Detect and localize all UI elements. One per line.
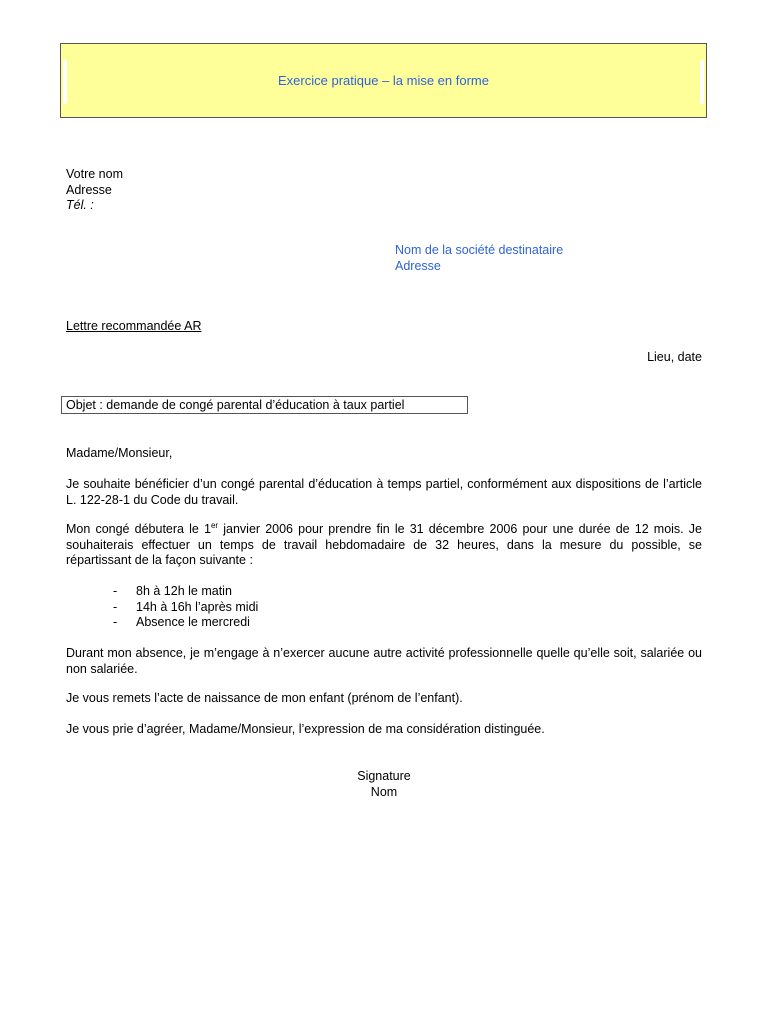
place-date: Lieu, date bbox=[647, 350, 702, 364]
list-item-text: 14h à 16h l’après midi bbox=[136, 599, 259, 614]
paragraph-2-text bbox=[66, 522, 702, 569]
page-title: Exercice pratique – la mise en forme bbox=[278, 73, 489, 88]
recipient-company: Nom de la société destinataire bbox=[395, 243, 564, 257]
paragraph-4: Je vous remets l’acte de naissance de mon enfant (prénom de l’enfant). bbox=[66, 691, 463, 705]
list-item bbox=[113, 600, 258, 616]
dash-bullet: - bbox=[113, 599, 118, 614]
dash-bullet: - bbox=[113, 615, 118, 629]
title-banner bbox=[60, 43, 707, 118]
salutation: Madame/Monsieur, bbox=[66, 446, 173, 460]
sender-address: Adresse bbox=[66, 182, 112, 197]
list-item-text: Absence le mercredi bbox=[136, 615, 250, 629]
paragraph-1 bbox=[66, 477, 702, 508]
recipient-block bbox=[395, 243, 563, 274]
paragraph-1-text: Je souhaite bénéficier d’un congé parental d’éducation à temps partiel, conformément aux dispositions de l’article L. 122-28-1 du Code du travail. bbox=[66, 477, 702, 507]
signature-label: Signature bbox=[357, 769, 411, 783]
signer-name: Nom bbox=[370, 784, 398, 799]
subject-box bbox=[61, 396, 468, 414]
ordinal-suffix: er bbox=[210, 521, 219, 530]
paragraph-2-start: Mon congé débutera le 1 bbox=[66, 522, 211, 536]
paragraph-3-text: Durant mon absence, je m’engage à n’exercer aucune autre activité professionnelle quelle qu’elle soit, salariée ou non salariée. bbox=[66, 646, 702, 676]
schedule-list bbox=[113, 584, 258, 631]
dash-bullet: - bbox=[113, 584, 118, 598]
sender-block bbox=[66, 167, 123, 214]
paragraph-2-rest: janvier 2006 pour prendre fin le 31 décembre 2006 pour une durée de 12 mois. Je souhaiterais effectuer un temps de travail hebdomadaire de 32 heures, dans la mesure du possible, se répartissant de la façon suivante : bbox=[66, 522, 703, 567]
list-item bbox=[113, 615, 258, 631]
recipient-address: Adresse bbox=[395, 258, 441, 273]
paragraph-2 bbox=[66, 522, 702, 569]
closing-block bbox=[0, 769, 768, 800]
paragraph-5: Je vous prie d’agréer, Madame/Monsieur, l’expression de ma considération distinguée. bbox=[66, 722, 545, 736]
subject-text: Objet : demande de congé parental d’éducation à taux partiel bbox=[66, 398, 405, 412]
sender-name: Votre nom bbox=[66, 167, 123, 181]
list-item bbox=[113, 584, 258, 600]
list-item-text: 8h à 12h le matin bbox=[136, 584, 232, 598]
sender-phone: Tél. : bbox=[66, 198, 94, 212]
paragraph-3 bbox=[66, 646, 702, 677]
mail-type: Lettre recommandée AR bbox=[66, 319, 202, 333]
